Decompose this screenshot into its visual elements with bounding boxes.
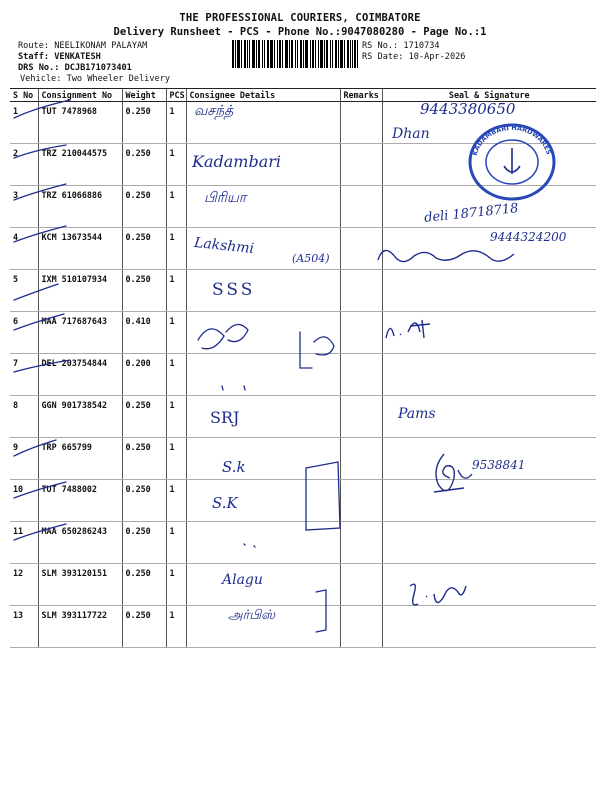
cell-consignment: TRZ 210044575 (38, 144, 122, 186)
hw-phone-10: 9538841 (472, 458, 526, 472)
cell-consignment: MAA 650286243 (38, 522, 122, 564)
hw-consignee-10a: S.k (222, 458, 246, 476)
cell-remarks (340, 144, 382, 186)
col-remarks: Remarks (340, 89, 382, 102)
cell-pcs: 1 (166, 228, 186, 270)
hw-signature-10 (424, 448, 484, 508)
table-row (10, 564, 596, 606)
table-row (10, 354, 596, 396)
cell-consignment: TUT 7488002 (38, 480, 122, 522)
cell-sno: 6 (10, 312, 38, 354)
hw-signature-6 (380, 312, 440, 342)
hw-consignee-1: வசந்த் (194, 103, 234, 119)
col-consignment: Consignment No (38, 89, 122, 102)
staff-name: VENKATESH (54, 52, 101, 62)
cell-weight: 0.250 (122, 396, 166, 438)
col-sno: S No (10, 89, 38, 102)
cell-sno: 5 (10, 270, 38, 312)
table-row (10, 312, 596, 354)
cell-consignment: SLM 393117722 (38, 606, 122, 648)
cell-pcs: 1 (166, 522, 186, 564)
cell-sno: 3 (10, 186, 38, 228)
cell-remarks (340, 186, 382, 228)
table-row (10, 606, 596, 648)
cell-signature (382, 354, 596, 396)
cell-signature (382, 522, 596, 564)
cell-weight: 0.250 (122, 522, 166, 564)
cell-remarks (340, 438, 382, 480)
cell-sno: 7 (10, 354, 38, 396)
cell-consignee (186, 354, 340, 396)
cell-weight: 0.410 (122, 312, 166, 354)
cell-pcs: 1 (166, 270, 186, 312)
cell-consignment: TRZ 61066886 (38, 186, 122, 228)
runsheet-subtitle: Delivery Runsheet - PCS - Phone No.:9047080280 - Page No.:1 (113, 26, 487, 38)
cell-consignment: GGN 901738542 (38, 396, 122, 438)
cell-weight: 0.250 (122, 186, 166, 228)
drs (18, 63, 132, 73)
cell-consignee (186, 270, 340, 312)
hw-consignee-3: பிரியா (204, 190, 247, 206)
hw-signature-12 (404, 576, 474, 616)
cell-sno: 1 (10, 102, 38, 144)
hw-signature-4 (374, 240, 534, 270)
cell-consignee (186, 312, 340, 354)
rs-number: RS No.: 1710734 (362, 41, 440, 51)
table-row (10, 396, 596, 438)
cell-consignee (186, 522, 340, 564)
cell-consignment: SLM 393120151 (38, 564, 122, 606)
cell-consignment: TRP 665799 (38, 438, 122, 480)
cell-weight: 0.250 (122, 270, 166, 312)
cell-remarks (340, 606, 382, 648)
cell-weight: 0.250 (122, 228, 166, 270)
hw-consignee-4: Lakshmi (193, 234, 255, 258)
cell-weight: 0.250 (122, 144, 166, 186)
cell-sno: 13 (10, 606, 38, 648)
cell-sno: 10 (10, 480, 38, 522)
cell-pcs: 1 (166, 186, 186, 228)
hw-consignee-13: அர்பிஸ் (228, 608, 276, 623)
cell-remarks (340, 312, 382, 354)
rs-date: RS Date: 10-Apr-2026 (362, 52, 466, 62)
table-row (10, 480, 596, 522)
cell-remarks (340, 522, 382, 564)
barcode (232, 40, 358, 68)
cell-signature (382, 480, 596, 522)
cell-weight: 0.200 (122, 354, 166, 396)
cell-pcs: 1 (166, 438, 186, 480)
cell-pcs: 1 (166, 480, 186, 522)
cell-remarks (340, 564, 382, 606)
cell-pcs: 1 (166, 396, 186, 438)
cell-sno: 4 (10, 228, 38, 270)
cell-pcs: 1 (166, 606, 186, 648)
cell-consignee (186, 564, 340, 606)
table-row (10, 522, 596, 564)
hw-consignee-5: SSS (212, 280, 256, 300)
cell-sno: 11 (10, 522, 38, 564)
hw-signature-1: Dhan (392, 126, 430, 142)
staff-label: Staff: (18, 52, 50, 62)
cell-remarks (340, 102, 382, 144)
hw-consignee-2: Kadambari (192, 152, 281, 171)
seal-text: KADAMBARI HARDWARES (470, 123, 553, 157)
hw-phone-4: 9444324200 (490, 230, 567, 244)
cell-weight: 0.250 (122, 564, 166, 606)
seal-stamp (466, 122, 558, 202)
cell-remarks (340, 354, 382, 396)
cell-weight: 0.250 (122, 438, 166, 480)
company-title: THE PROFESSIONAL COURIERS, COIMBATORE (179, 12, 421, 24)
cell-remarks (340, 480, 382, 522)
cell-pcs: 1 (166, 354, 186, 396)
cell-signature (382, 270, 596, 312)
cell-consignee (186, 480, 340, 522)
cell-consignee (186, 438, 340, 480)
hw-signature-8: Pams (398, 406, 436, 422)
table-row (10, 270, 596, 312)
hw-consignee-8: SRJ (210, 408, 240, 427)
cell-consignment: KCM 13673544 (38, 228, 122, 270)
cell-pcs: 1 (166, 102, 186, 144)
cell-remarks (340, 396, 382, 438)
route: Route: NEELIKONAM PALAYAM (18, 41, 148, 51)
hw-phone-1: 9443380650 (420, 100, 516, 118)
cell-consignment: MAA 717687643 (38, 312, 122, 354)
cell-weight: 0.250 (122, 606, 166, 648)
cell-pcs: 1 (166, 144, 186, 186)
vehicle: Vehicle: Two Wheeler Delivery (20, 74, 171, 84)
drs-label: DRS No.: (18, 63, 60, 73)
cell-pcs: 1 (166, 564, 186, 606)
hw-signature-3: deli 18718718 (423, 201, 520, 226)
cell-consignment: IXM 510107934 (38, 270, 122, 312)
cell-sno: 8 (10, 396, 38, 438)
cell-remarks (340, 270, 382, 312)
hw-consignee-12: Alagu (222, 572, 263, 588)
cell-pcs: 1 (166, 312, 186, 354)
cell-sno: 9 (10, 438, 38, 480)
col-weight: Weight (122, 89, 166, 102)
cell-weight: 0.250 (122, 102, 166, 144)
staff (18, 52, 101, 62)
cell-sno: 2 (10, 144, 38, 186)
col-signature: Seal & Signature (382, 89, 596, 102)
hw-flat-4: (A504) (292, 252, 330, 265)
cell-consignment: DEL 203754844 (38, 354, 122, 396)
cell-weight: 0.250 (122, 480, 166, 522)
col-consignee: Consignee Details (186, 89, 340, 102)
hw-consignee-10b: S.K (212, 494, 238, 512)
cell-consignment: TUT 7478968 (38, 102, 122, 144)
cell-sno: 12 (10, 564, 38, 606)
col-pcs: PCS (166, 89, 186, 102)
drs-number: DCJB171073401 (64, 63, 132, 73)
